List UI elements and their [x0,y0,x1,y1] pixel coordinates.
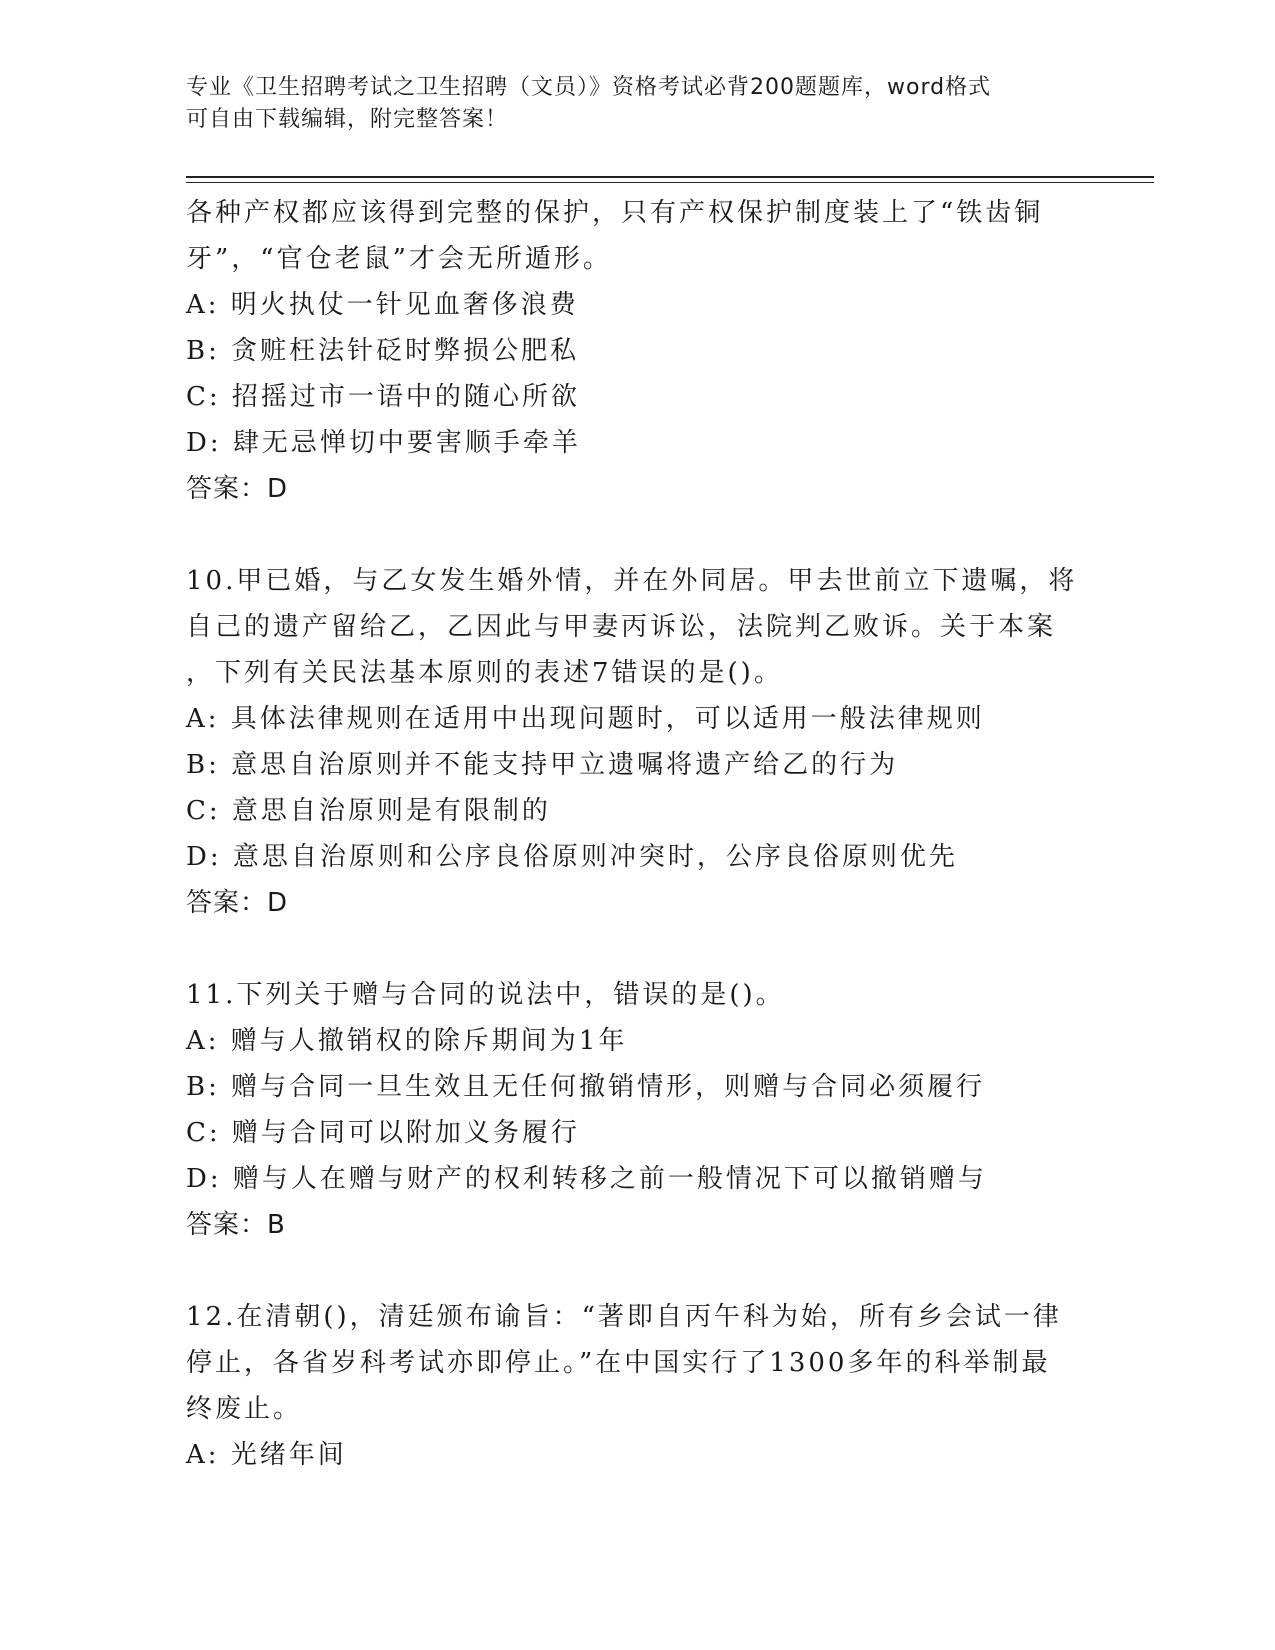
spacer [186,512,1086,558]
question-stem-line: 12.在清朝()，清廷颁布谕旨：“著即自丙午科为始，所有乡会试一律 [186,1302,1062,1332]
answer-line: 答案：D [186,888,289,918]
spacer [186,1248,1086,1294]
header-line-2: 可自由下载编辑，附完整答案！ [186,107,509,132]
option-a: A: 赠与人撤销权的除斥期间为1年 [186,1026,628,1056]
option-c: C: 意思自治原则是有限制的 [186,796,551,826]
question-stem-line: 11.下列关于赠与合同的说法中，错误的是()。 [186,980,785,1010]
option-c: C: 招摇过市一语中的随心所欲 [186,382,580,412]
option-b: B: 意思自治原则并不能支持甲立遗嘱将遗产给乙的行为 [186,750,899,780]
spacer [186,926,1086,972]
document-header [186,72,1066,136]
question-stem-line: 各种产权都应该得到完整的保护，只有产权保护制度装上了“铁齿铜 [186,198,1044,228]
option-a: A: 具体法律规则在适用中出现问题时，可以适用一般法律规则 [186,704,985,734]
header-divider-thick [186,176,1154,178]
question-list [186,190,1086,1478]
header-line-1: 专业《卫生招聘考试之卫生招聘（文员）》资格考试必背200题题库，word格式 [186,75,992,100]
question-block-10 [186,558,1086,926]
answer-line: 答案：B [186,1210,286,1240]
option-a: A: 明火执仗一针见血奢侈浪费 [186,290,579,320]
question-stem-line: 牙”，“官仓老鼠”才会无所遁形。 [186,244,612,274]
question-stem-line: 10.甲已婚，与乙女发生婚外情，并在外同居。甲去世前立下遗嘱，将 [186,566,1078,596]
question-block-12 [186,1294,1086,1478]
option-c: C: 赠与合同可以附加义务履行 [186,1118,580,1148]
option-d: D: 意思自治原则和公序良俗原则冲突时，公序良俗原则优先 [186,842,958,872]
question-stem-line: 自己的遗产留给乙，乙因此与甲妻丙诉讼，法院判乙败诉。关于本案 [186,612,1057,642]
question-block-fragment [186,190,1086,512]
option-b: B: 赠与合同一旦生效且无任何撤销情形，则赠与合同必须履行 [186,1072,986,1102]
question-block-11 [186,972,1086,1248]
question-stem-line: ，下列有关民法基本原则的表述7错误的是()。 [186,658,783,688]
option-d: D: 肆无忌惮切中要害顺手牵羊 [186,428,581,458]
option-d: D: 赠与人在赠与财产的权利转移之前一般情况下可以撤销赠与 [186,1164,987,1194]
question-stem-line: 终废止。 [186,1394,303,1424]
option-a: A: 光绪年间 [186,1440,347,1470]
option-b: B: 贪赃枉法针砭时弊损公肥私 [186,336,580,366]
answer-line: 答案：D [186,474,289,504]
header-divider-thin [186,182,1154,183]
question-stem-line: 停止，各省岁科考试亦即停止。”在中国实行了1300多年的科举制最 [186,1348,1051,1378]
